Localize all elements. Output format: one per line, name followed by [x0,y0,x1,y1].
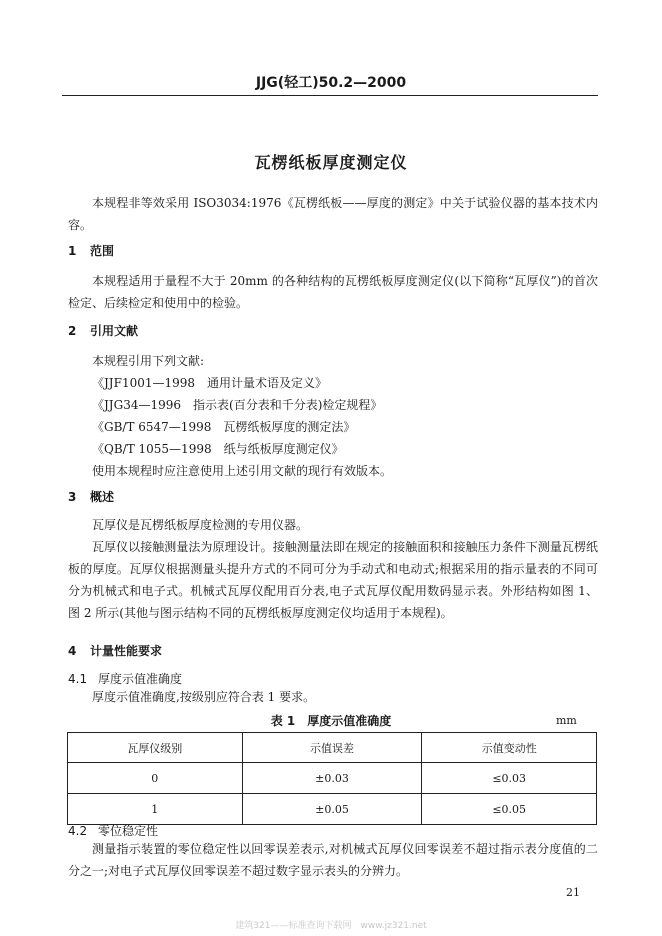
subsection-4-2-heading [68,822,158,839]
table-cell: ≤0.05 [422,794,597,825]
reference-item: 《JJG34—1996 指示表(百分表和千分表)检定规程》 [92,398,383,412]
section-1-heading [68,242,114,259]
reference-item: 《QB/T 1055—1998 纸与纸板厚度测定仪》 [92,442,344,456]
section-number: 4 [68,644,77,658]
subsection-4-1-heading [68,670,182,687]
document-code-header: JJG(轻工)50.2—2000 [255,75,407,91]
table-cell: 0 [68,763,243,794]
overview-paragraph-2: 瓦厚仪以接触测量法为原理设计。接触测量法即在规定的接触面积和接触压力条件下测量瓦楞纸板的厚度。瓦厚仪根据测量头提升方式的不同可分为手动式和电动式;根据采用的指示量表的不同可分为机械式和电子式。机械式瓦厚仪配用百分表,电子式瓦厚仪配用数码显示表。外形结构如图 1、图 2 所示(其他与图示结构不同的瓦楞纸板厚度测定仪均适用于本规程)。 [68,540,598,620]
header-rule [62,95,598,96]
table-cell: ±0.03 [242,763,422,794]
table-cell: ±0.05 [242,794,422,825]
table-header-row [68,733,597,763]
accuracy-table [67,732,597,825]
section-number: 2 [68,324,77,338]
table-caption: 表 1 厚度示值准确度 [270,714,392,728]
table-header-cell: 瓦厚仪级别 [68,733,243,763]
section-title: 引用文献 [90,324,139,338]
section-title: 概述 [90,490,115,504]
table-header-cell: 示值误差 [242,733,422,763]
table-row [68,763,597,794]
table-unit: mm [556,714,577,727]
reference-item: 《GB/T 6547—1998 瓦楞纸板厚度的测定法》 [92,420,356,434]
table-cell: 1 [68,794,243,825]
page-title: 瓦楞纸板厚度测定仪 [254,153,408,172]
section-4-heading [68,642,162,659]
section-2-heading [68,322,138,339]
overview-paragraph-1: 瓦厚仪是瓦楞纸板厚度检测的专用仪器。 [92,518,309,532]
section-title: 计量性能要求 [90,644,163,658]
section-number: 3 [68,490,77,504]
scope-paragraph: 本规程适用于量程不大于 20mm 的各种结构的瓦楞纸板厚度测定仪(以下简称“瓦厚仪”)的首次检定、后续检定和使用中的检验。 [68,274,598,310]
section-3-heading [68,488,114,505]
table-cell: ≤0.03 [422,763,597,794]
subsection-number: 4.1 [68,672,88,686]
section-title: 范围 [90,244,115,258]
table-row [68,794,597,825]
accuracy-paragraph: 厚度示值准确度,按级别应符合表 1 要求。 [92,690,316,704]
subsection-title: 厚度示值准确度 [98,672,183,686]
reference-item: 《JJF1001—1998 通用计量术语及定义》 [92,376,328,390]
references-lead: 本规程引用下列文献: [92,354,205,368]
table-header-cell: 示值变动性 [422,733,597,763]
references-note: 使用本规程时应注意使用上述引用文献的现行有效版本。 [92,464,393,478]
watermark: 建筑321——标准查询下载网 www.jz321.net [235,921,427,931]
page-number: 21 [566,886,580,899]
zero-stability-paragraph: 测量指示装置的零位稳定性以回零误差表示,对机械式瓦厚仪回零误差不超过指示表分度值的二分之一;对电子式瓦厚仪回零误差不超过数字显示表头的分辨力。 [68,842,598,878]
subsection-title: 零位稳定性 [98,824,159,838]
subsection-number: 4.2 [68,824,88,838]
section-number: 1 [68,244,77,258]
intro-paragraph: 本规程非等效采用 ISO3034:1976《瓦楞纸板——厚度的测定》中关于试验仪器的基本技术内容。 [68,196,598,232]
